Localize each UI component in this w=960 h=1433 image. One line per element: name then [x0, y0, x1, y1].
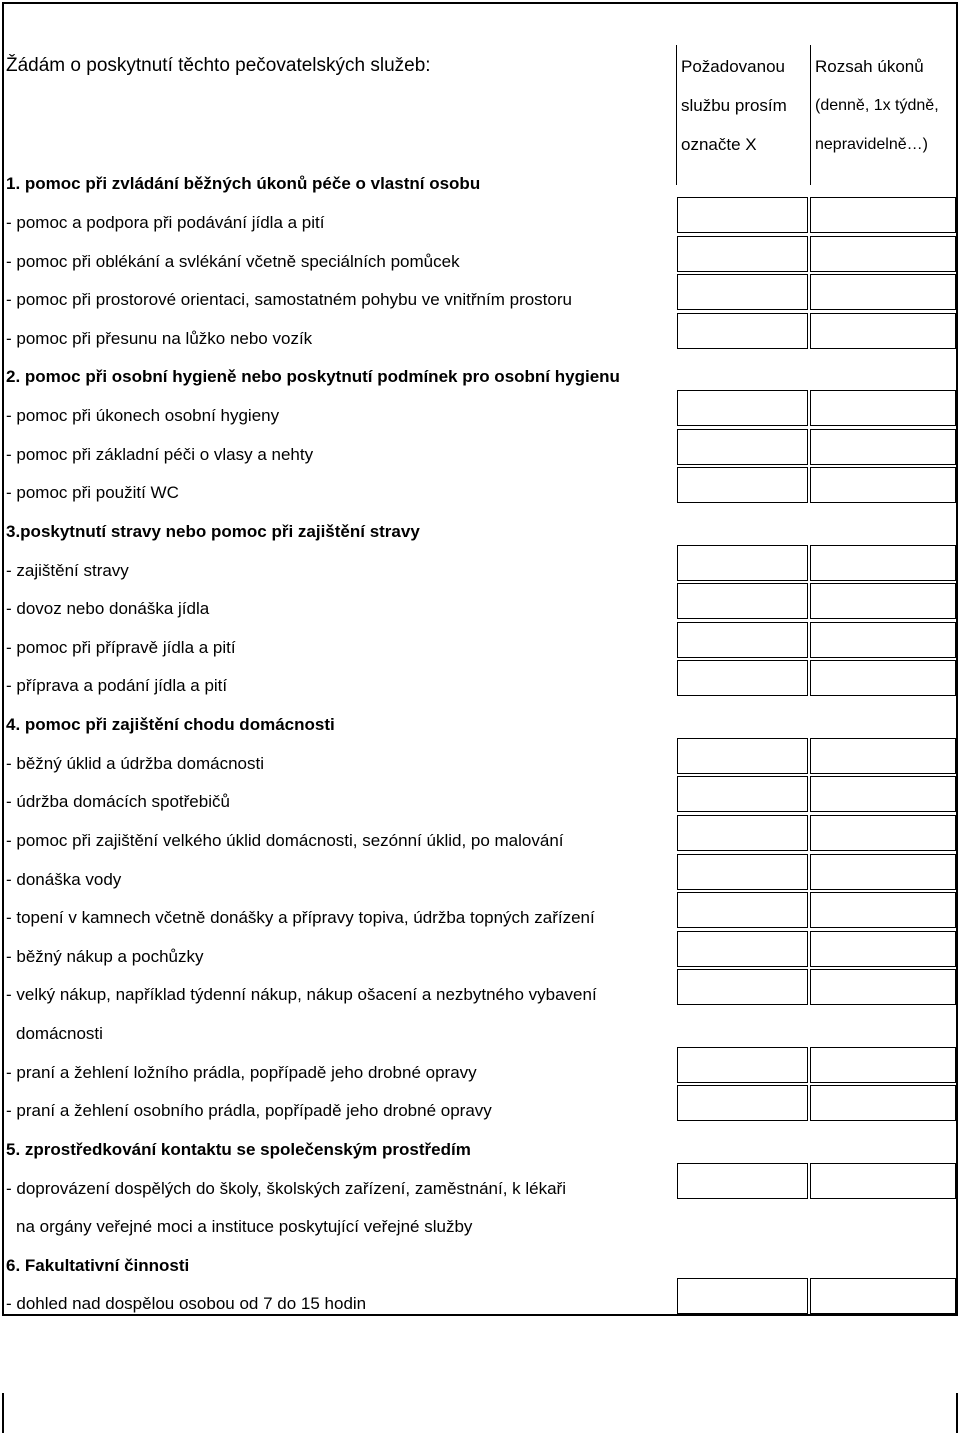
- form-border-bottom: [2, 1314, 958, 1316]
- request-checkbox[interactable]: [677, 815, 808, 851]
- service-item: - příprava a podání jídla a pití: [6, 676, 228, 695]
- scope-input[interactable]: [810, 892, 956, 928]
- col-scope-header-line-3: nepravidelně…): [815, 136, 928, 153]
- request-checkbox[interactable]: [677, 236, 808, 272]
- service-item-continuation: domácnosti: [16, 1024, 103, 1043]
- request-checkbox[interactable]: [677, 1278, 808, 1314]
- scope-input[interactable]: [810, 969, 956, 1005]
- request-checkbox[interactable]: [677, 197, 808, 233]
- scope-input[interactable]: [810, 236, 956, 272]
- col-request-header-line-1: Požadovanou: [681, 57, 785, 76]
- service-item: - běžný úklid a údržba domácnosti: [6, 754, 264, 773]
- scope-input[interactable]: [810, 1163, 956, 1199]
- col-request-header-line-3: označte X: [681, 135, 757, 154]
- request-checkbox[interactable]: [677, 1047, 808, 1083]
- scope-input[interactable]: [810, 467, 956, 503]
- service-item: - doprovázení dospělých do školy, školských zařízení, zaměstnání, k lékaři: [6, 1179, 566, 1198]
- section-3-heading: 3.poskytnutí stravy nebo pomoc při zajištění stravy: [6, 522, 420, 541]
- service-item: - topení v kamnech včetně donášky a přípravy topiva, údržba topných zařízení: [6, 908, 595, 927]
- request-checkbox[interactable]: [677, 660, 808, 696]
- scope-input[interactable]: [810, 274, 956, 310]
- section-5-heading: 5. zprostředkování kontaktu se společenským prostředím: [6, 1140, 471, 1159]
- scope-input[interactable]: [810, 622, 956, 658]
- form-border-right: [956, 2, 958, 1314]
- request-checkbox[interactable]: [677, 892, 808, 928]
- service-item: - pomoc a podpora při podávání jídla a pití: [6, 213, 325, 232]
- scope-input[interactable]: [810, 854, 956, 890]
- form-title: Žádám o poskytnutí těchto pečovatelských služeb:: [6, 55, 431, 76]
- service-item: - pomoc při přesunu na lůžko nebo vozík: [6, 329, 313, 348]
- service-item: - pomoc při přípravě jídla a pití: [6, 638, 236, 657]
- request-checkbox[interactable]: [677, 274, 808, 310]
- section-1-heading: 1. pomoc při zvládání běžných úkonů péče o vlastní osobu: [6, 174, 481, 193]
- request-checkbox[interactable]: [677, 776, 808, 812]
- scope-input[interactable]: [810, 776, 956, 812]
- service-item: - dohled nad dospělou osobou od 7 do 15 hodin: [6, 1294, 367, 1313]
- header-column-divider-2: [810, 45, 811, 185]
- request-checkbox[interactable]: [677, 583, 808, 619]
- form-border-left: [2, 2, 4, 1314]
- request-checkbox[interactable]: [677, 1085, 808, 1121]
- request-checkbox[interactable]: [677, 390, 808, 426]
- request-checkbox[interactable]: [677, 622, 808, 658]
- service-item: - pomoc při úkonech osobní hygieny: [6, 406, 280, 425]
- request-checkbox[interactable]: [677, 429, 808, 465]
- section-2-heading: 2. pomoc při osobní hygieně nebo poskytnutí podmínek pro osobní hygienu: [6, 367, 620, 386]
- service-item: - praní a žehlení osobního prádla, popřípadě jeho drobné opravy: [6, 1101, 492, 1120]
- page-edge-left: [2, 1393, 4, 1433]
- service-item: - pomoc při prostorové orientaci, samostatném pohybu ve vnitřním prostoru: [6, 290, 572, 309]
- col-request-header-line-2: službu prosím: [681, 96, 787, 115]
- form-border-top: [2, 2, 957, 4]
- request-checkbox[interactable]: [677, 313, 808, 349]
- scope-input[interactable]: [810, 931, 956, 967]
- request-checkbox[interactable]: [677, 738, 808, 774]
- service-item: - dovoz nebo donáška jídla: [6, 599, 210, 618]
- service-item: - běžný nákup a pochůzky: [6, 947, 204, 966]
- scope-input[interactable]: [810, 1085, 956, 1121]
- request-checkbox[interactable]: [677, 545, 808, 581]
- scope-input[interactable]: [810, 1278, 956, 1314]
- scope-input[interactable]: [810, 738, 956, 774]
- request-checkbox[interactable]: [677, 467, 808, 503]
- section-4-heading: 4. pomoc při zajištění chodu domácnosti: [6, 715, 335, 734]
- scope-input[interactable]: [810, 197, 956, 233]
- service-item-continuation: na orgány veřejné moci a instituce poskytující veřejné služby: [16, 1217, 473, 1236]
- service-item: - velký nákup, například týdenní nákup, nákup ošacení a nezbytného vybavení: [6, 985, 597, 1004]
- service-item: - praní a žehlení ložního prádla, popřípadě jeho drobné opravy: [6, 1063, 477, 1082]
- service-item: - pomoc při použití WC: [6, 483, 179, 502]
- scope-input[interactable]: [810, 545, 956, 581]
- scope-input[interactable]: [810, 583, 956, 619]
- section-6-heading: 6. Fakultativní činnosti: [6, 1256, 190, 1275]
- col-scope-header-line-1: Rozsah úkonů: [815, 57, 924, 76]
- scope-input[interactable]: [810, 429, 956, 465]
- request-checkbox[interactable]: [677, 1163, 808, 1199]
- scope-input[interactable]: [810, 1047, 956, 1083]
- service-item: - pomoc při zajištění velkého úklid domácnosti, sezónní úklid, po malování: [6, 831, 564, 850]
- service-item: - donáška vody: [6, 870, 122, 889]
- service-item: - údržba domácích spotřebičů: [6, 792, 230, 811]
- request-checkbox[interactable]: [677, 854, 808, 890]
- col-scope-header-line-2: (denně, 1x týdně,: [815, 97, 939, 114]
- service-item: - pomoc při základní péči o vlasy a nehty: [6, 445, 314, 464]
- request-checkbox[interactable]: [677, 931, 808, 967]
- service-item: - zajištění stravy: [6, 561, 129, 580]
- page-edge-right: [956, 1393, 958, 1433]
- scope-input[interactable]: [810, 815, 956, 851]
- scope-input[interactable]: [810, 390, 956, 426]
- request-checkbox[interactable]: [677, 969, 808, 1005]
- scope-input[interactable]: [810, 660, 956, 696]
- service-item: - pomoc při oblékání a svlékání včetně speciálních pomůcek: [6, 252, 460, 271]
- scope-input[interactable]: [810, 313, 956, 349]
- header-column-divider-1: [676, 45, 677, 185]
